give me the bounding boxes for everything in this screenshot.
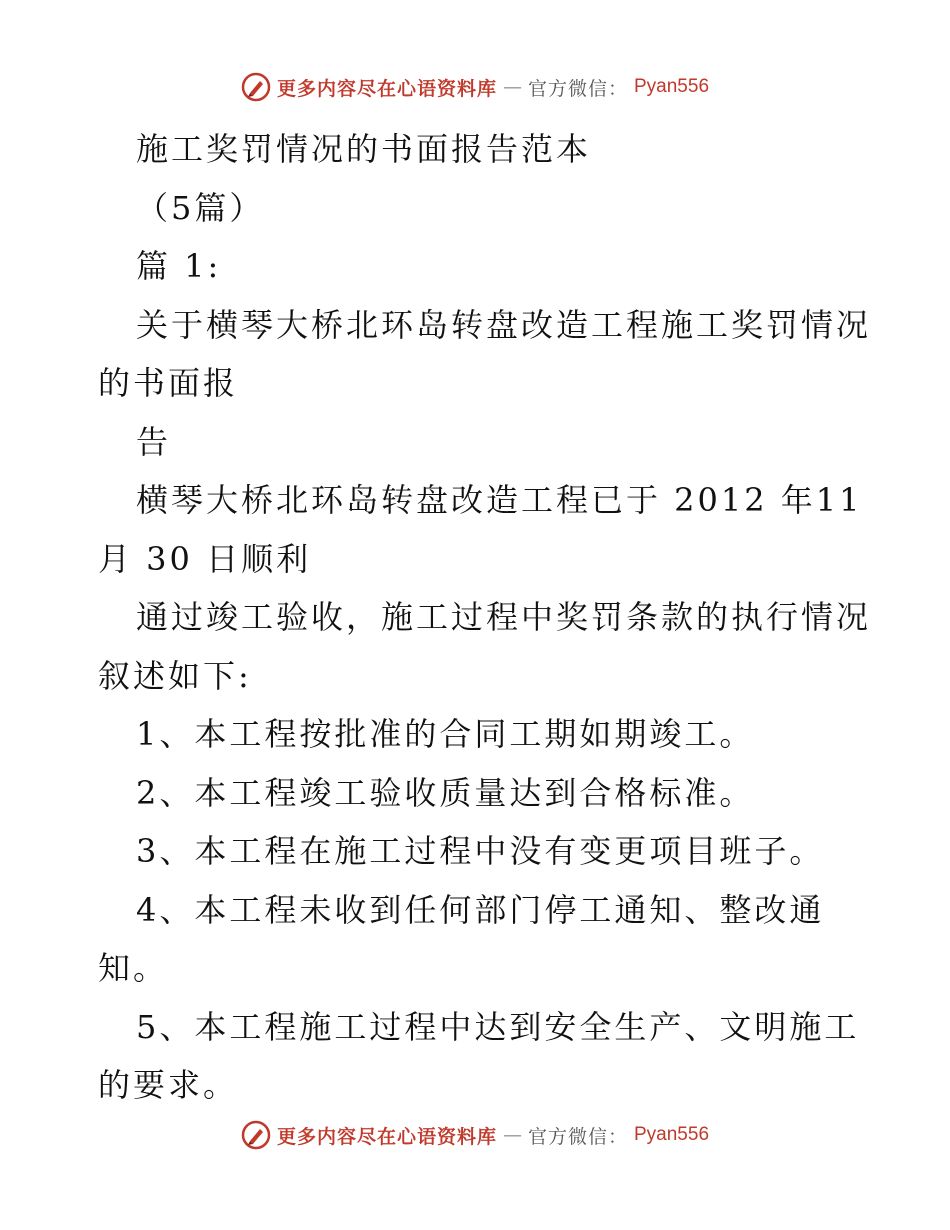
- pen-logo-icon: [241, 72, 271, 102]
- text-line: 告: [136, 422, 172, 461]
- text-line: 叙述如下:: [98, 656, 252, 695]
- text-line: 的书面报: [98, 364, 239, 402]
- document-subtitle: （5篇）: [136, 188, 265, 227]
- list-item: 3、本工程在施工过程中没有变更项目班子。: [136, 832, 825, 870]
- section-heading: 篇 1:: [136, 247, 222, 285]
- text-line: 通过竣工验收，施工过程中奖罚条款的执行情况: [136, 598, 872, 636]
- document-body: [98, 120, 872, 1115]
- watermark-brand: 更多内容尽在心语资料库: [276, 77, 497, 100]
- text-line: 关于横琴大桥北环岛转盘改造工程施工奖罚情况: [136, 305, 872, 344]
- watermark-dash: —: [502, 76, 522, 98]
- text-line: 月 30 日顺利: [98, 539, 312, 578]
- watermark-header: [0, 72, 950, 102]
- watermark-wechat-label: 官方微信：: [527, 77, 628, 100]
- list-item: 4、本工程未收到任何部门停工通知、整改通: [136, 890, 825, 929]
- list-item-continuation: 的要求。: [98, 1066, 239, 1104]
- watermark-footer: [0, 1120, 950, 1150]
- watermark-brand: 更多内容尽在心语资料库: [276, 1125, 497, 1148]
- list-item: 5、本工程施工过程中达到安全生产、文明施工: [136, 1007, 860, 1046]
- watermark-dash: —: [502, 1124, 522, 1146]
- watermark-wechat-id: Pyan556: [634, 76, 710, 97]
- list-item: 2、本工程竣工验收质量达到合格标准。: [136, 773, 755, 812]
- pen-logo-icon: [241, 1120, 271, 1150]
- text-line: 横琴大桥北环岛转盘改造工程已于 2012 年11: [136, 481, 863, 519]
- watermark-wechat-label: 官方微信：: [527, 1125, 628, 1148]
- list-item: 1、本工程按批准的合同工期如期竣工。: [136, 715, 755, 753]
- watermark-wechat-id: Pyan556: [634, 1124, 710, 1145]
- list-item-continuation: 知。: [98, 949, 169, 987]
- document-title: 施工奖罚情况的书面报告范本: [136, 130, 592, 168]
